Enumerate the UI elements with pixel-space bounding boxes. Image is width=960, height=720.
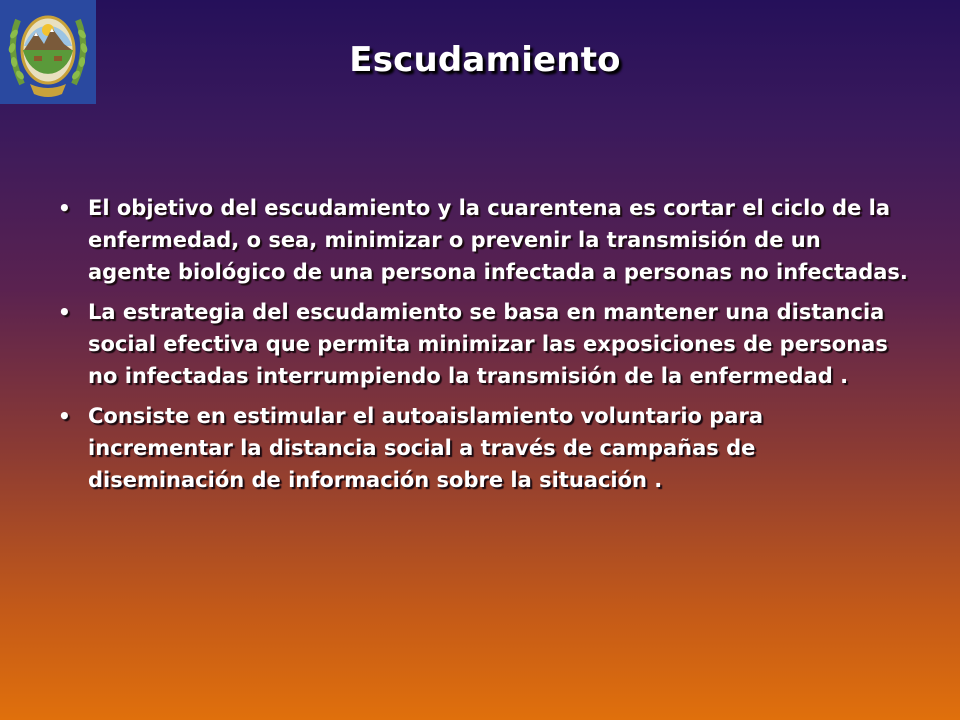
- bullet-marker: •: [58, 300, 71, 324]
- bullet-list: [58, 192, 908, 504]
- bullet-item: [58, 192, 908, 288]
- bullet-text: Consiste en estimular el autoaislamiento voluntario para incrementar la distancia social a través de campañas de diseminación de información sobre la situación .: [88, 404, 764, 492]
- bullet-marker: •: [58, 404, 71, 428]
- bullet-item: [58, 296, 908, 392]
- bullet-item: [58, 400, 908, 496]
- bullet-text: La estrategia del escudamiento se basa en mantener una distancia social efectiva que permita minimizar las exposiciones de personas no infectadas interrumpiendo la transmisión de la enfermedad .: [88, 300, 888, 388]
- slide-title: Escudamiento: [349, 40, 621, 80]
- bullet-marker: •: [58, 196, 71, 220]
- bullet-text: El objetivo del escudamiento y la cuarentena es cortar el ciclo de la enfermedad, o sea, minimizar o prevenir la transmisión de un agente biológico de una persona infectada a personas no infectadas.: [88, 196, 908, 284]
